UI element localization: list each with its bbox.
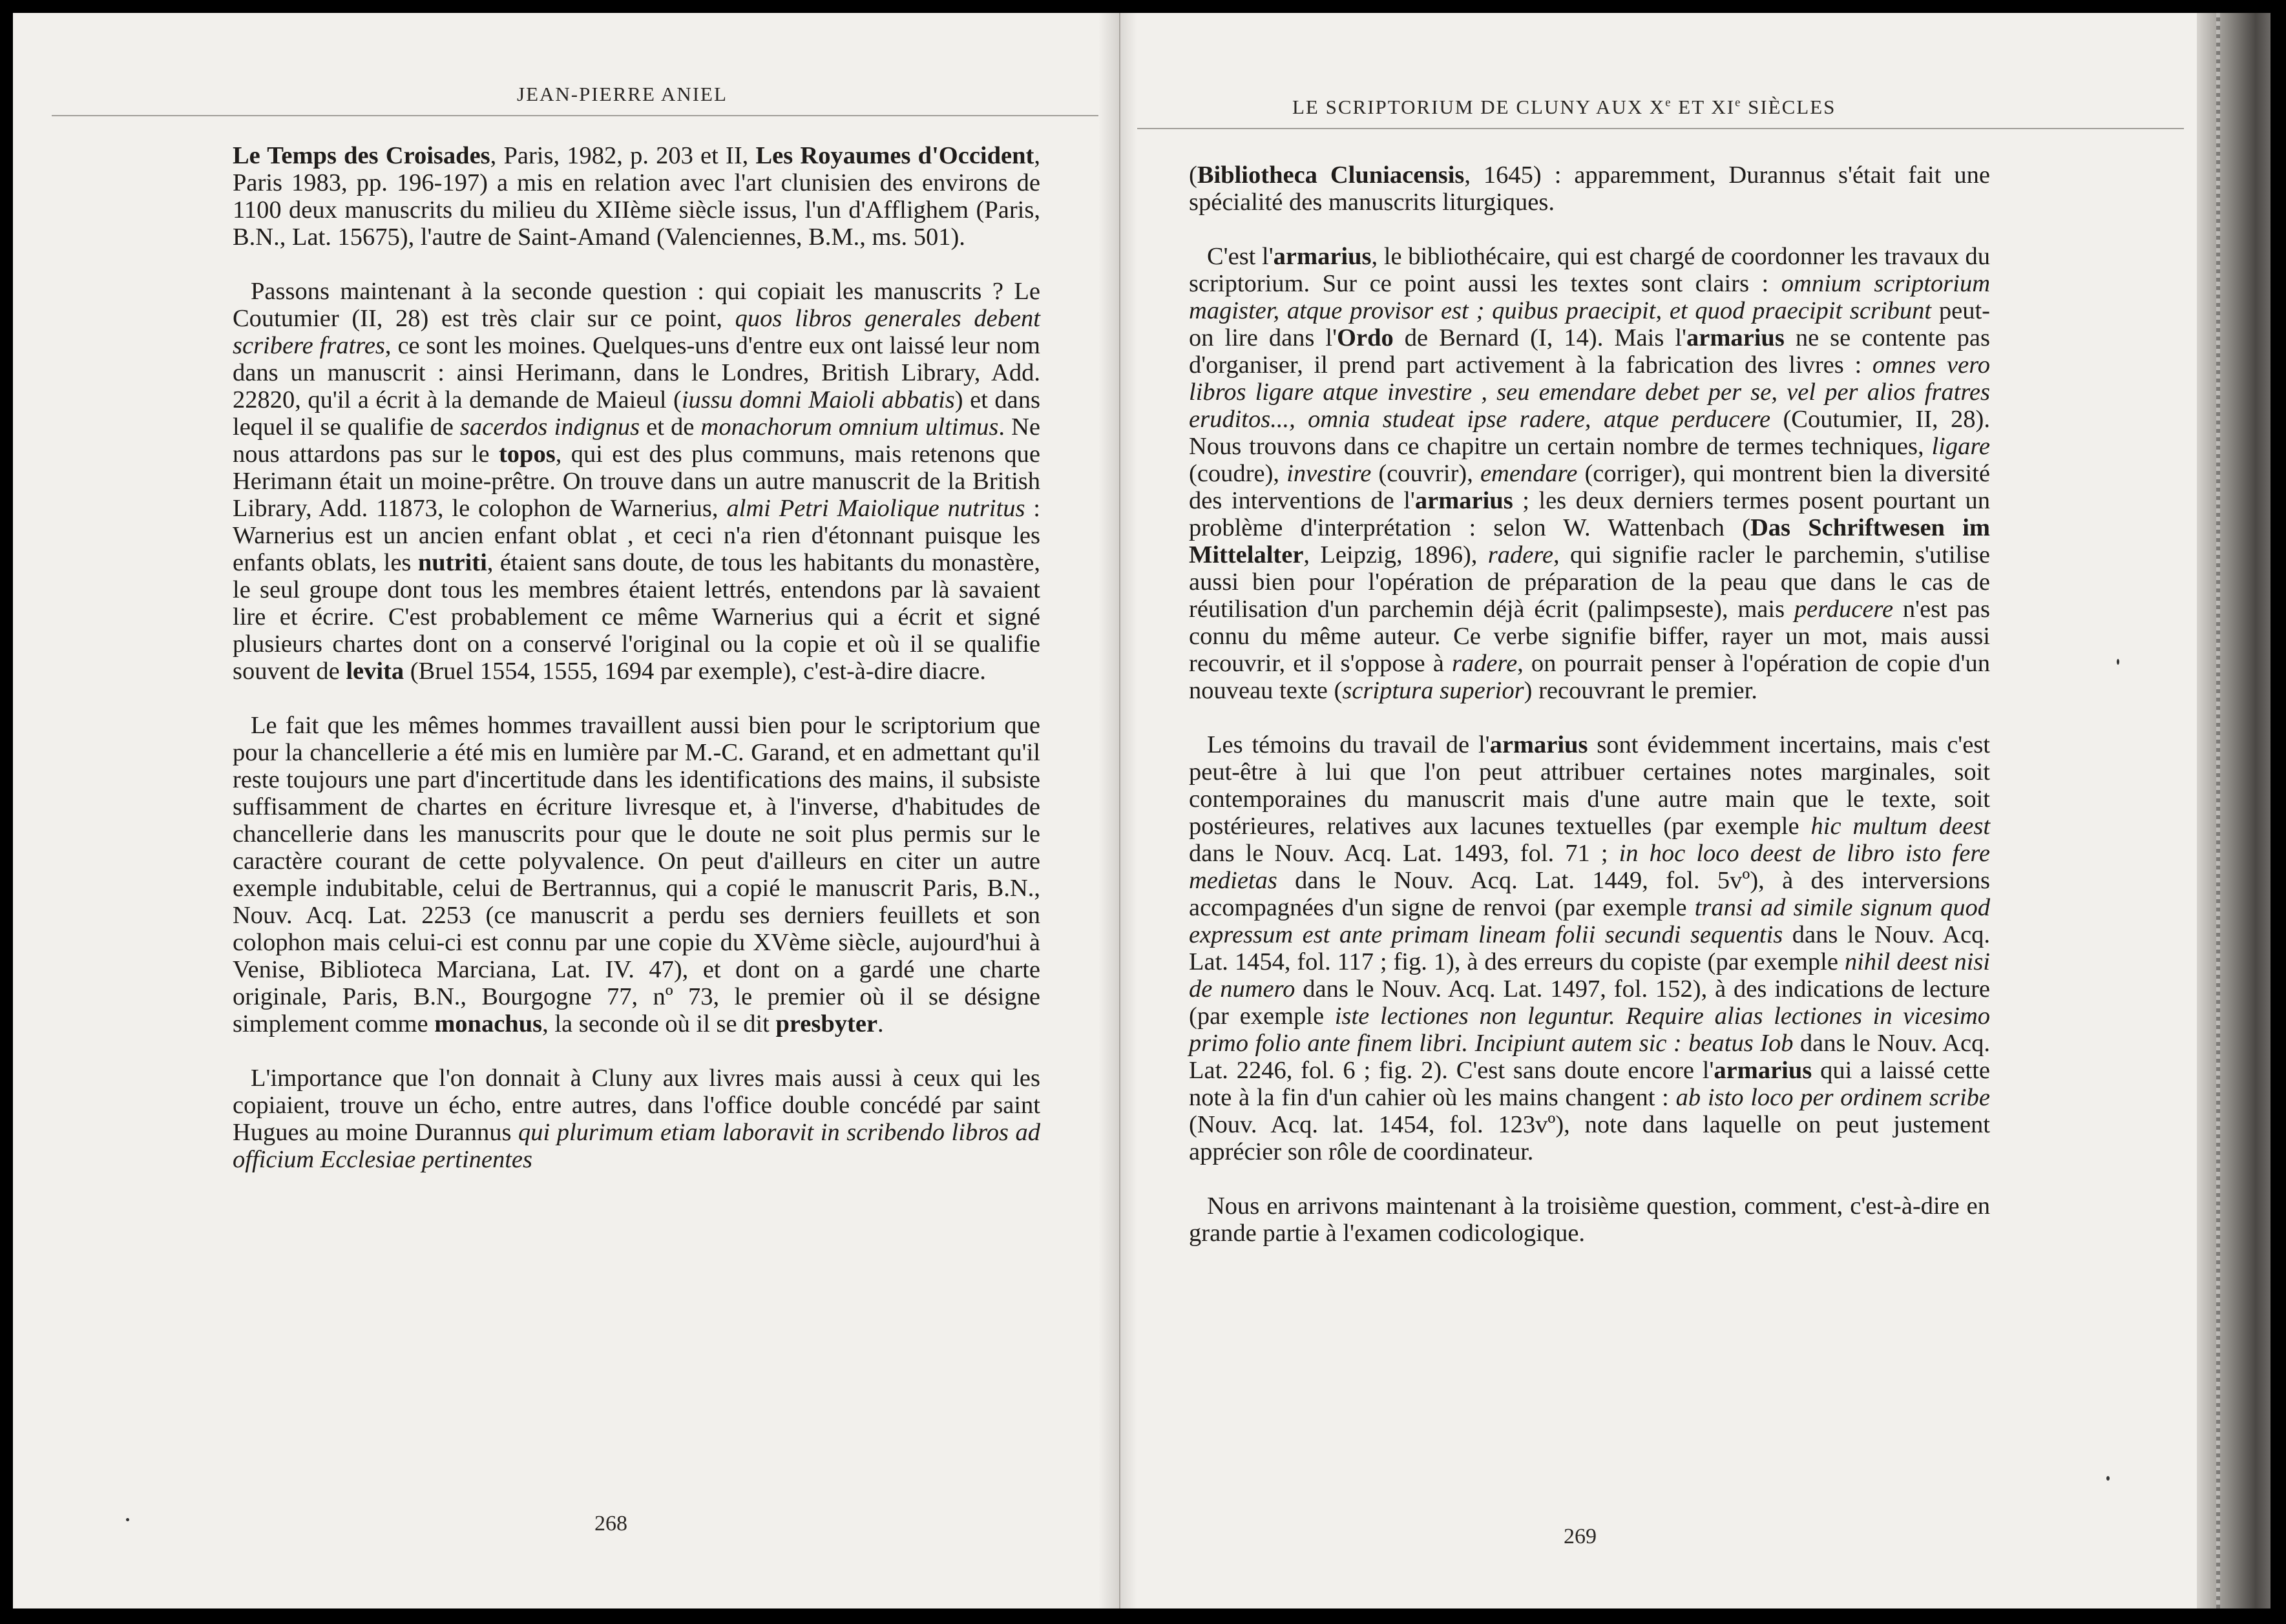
text-run: , le bibliothécaire, qui est chargé de coordonner les travaux du scriptorium. Sur ce point aussi les textes sont clairs : [1189, 243, 1990, 297]
running-head-part: SIÈCLES [1741, 96, 1836, 118]
text-run: ne se contente pas d'organiser, il prend part activement à la fabrication des livres : [1189, 324, 1990, 379]
left-paragraph-1 [233, 142, 1040, 251]
text-run: ( [1189, 161, 1197, 189]
latin-term: scriptura superior [1342, 677, 1524, 704]
text-run: , Leipzig, 1896), [1303, 541, 1488, 568]
left-page-number: 268 [594, 1512, 627, 1536]
text-run: de Bernard (I, 14). Mais l' [1393, 324, 1686, 351]
text-run: Passons maintenant à la seconde question : qui copiait les manuscrits ? Le Coutumier (II, 28) est très clair sur ce point, [233, 278, 1040, 332]
latin-term: radere [1451, 650, 1518, 677]
text-run: C'est l' [1207, 243, 1274, 270]
scan-speck [2117, 659, 2119, 665]
latin-quote: quos libros generales debent scribere fratres [233, 305, 1040, 359]
left-head-rule [52, 115, 1098, 116]
text-run: , qui est des plus communs, mais retenons que Herimann était un moine-prêtre. On trouve dans un autre manuscrit de la British Library, Add. 11873, le colophon de Warnerius, [233, 441, 1041, 522]
text-run: (Nouv. Acq. lat. 1454, fol. 123vº), note dans laquelle on peut justement apprécier son rôle de coordinateur. [1189, 1111, 1990, 1165]
text-run: et de [640, 413, 701, 441]
book-title: Das Schriftwesen im Mittelalter [1189, 514, 1990, 568]
text-run: ) recouvrant le premier. [1524, 677, 1757, 704]
text-run: Nous en arrivons maintenant à la troisième question, comment, c'est-à-dire en grande partie à l'examen codicologique. [1189, 1192, 1990, 1247]
left-page [13, 13, 1111, 1608]
text-run: L'importance que l'on donnait à Cluny aux livres mais aussi à ceux qui les copiaient, trouve un écho, entre autres, dans l'office double concédé par saint Hugues au moine Durannus [233, 1065, 1040, 1146]
left-paragraph-3 [233, 712, 1040, 1037]
right-paragraph-2 [1189, 243, 1990, 704]
text-run: dans le Nouv. Acq. Lat. 1497, fol. 152), à des indications de lecture (par exemple [1189, 975, 1990, 1030]
book-title: Le Temps des Croisades [233, 142, 490, 169]
text-run: , 1645) : apparemment, Durannus s'était fait une spécialité des manuscrits liturgiques. [1189, 161, 1990, 216]
text-run: : Warnerius est un ancien enfant oblat , et ceci n'a rien d'étonnant puisque les enfants oblats, les [233, 495, 1040, 576]
latin-term: ligare [1931, 433, 1990, 460]
text-run: , la seconde où il se dit [542, 1010, 776, 1037]
latin-quote: nihil deest nisi de numero [1189, 948, 1990, 1003]
bold-term: armarius [1273, 243, 1372, 270]
book-title: Bibliotheca Cluniacensis [1197, 161, 1465, 189]
superscript: e [1665, 96, 1672, 110]
text-run: sont évidemment incertains, mais c'est peut-être à lui que l'on peut attribuer certaines notes marginales, soit contemporaines du manuscrit mais d'une autre main que le texte, soit postérieures, relatives aux lacunes textuelles (par exemple [1189, 731, 1990, 840]
left-page-text [233, 142, 1040, 1200]
right-page-text [1189, 161, 1990, 1274]
latin-quote: in hoc loco deest de libro isto fere medietas [1189, 840, 1990, 894]
latin-quote: omnes vero libros ligare atque investire , seu emendare debet per se, vel per alios fratres eruditos..., omnia studeat ipse radere, atque perducere [1189, 351, 1990, 433]
bold-term: monachus [434, 1010, 543, 1037]
text-run: (couvrir), [1371, 460, 1480, 487]
latin-quote: monachorum omnium ultimus [700, 413, 999, 441]
right-page [1137, 13, 2197, 1608]
scan-frame [13, 13, 2270, 1608]
text-run: (coudre), [1189, 460, 1287, 487]
scanner-edge-shadow [2197, 13, 2270, 1608]
bold-term: Ordo [1337, 324, 1394, 351]
bold-term: armarius [1489, 731, 1588, 758]
latin-quote: transi ad simile signum quod expressum est ante primam lineam folii secundi sequentis [1189, 894, 1990, 948]
text-run: dans le Nouv. Acq. Lat. 1454, fol. 117 ; fig. 1), à des erreurs du copiste (par exemple [1189, 921, 1990, 975]
scan-speck [2106, 1476, 2110, 1481]
latin-term: perducere [1794, 596, 1894, 623]
text-run: , Paris, 1982, p. 203 et II, [490, 142, 756, 169]
bold-term: armarius [1686, 324, 1785, 351]
bold-term: presbyter [775, 1010, 878, 1037]
text-run: , étaient sans doute, de tous les habitants du monastère, le seul groupe dont tous les membres étaient lettrés, entendons par là savaient lire et écrire. C'est probablement ce même Warnerius qui a écrit et signé plusieurs chartes dont on a conservé l'original ou la copie et où il se qualifie souvent de [233, 549, 1040, 685]
latin-quote: ab isto loco per ordinem scribe [1675, 1084, 1990, 1111]
right-running-head [1292, 96, 1836, 119]
text-run: Les témoins du travail de l' [1207, 731, 1490, 758]
superscript: e [1735, 96, 1742, 110]
left-running-head: JEAN-PIERRE ANIEL [517, 83, 728, 105]
text-run: dans le Nouv. Acq. Lat. 2246, fol. 6 ; fig. 2). C'est sans doute encore l' [1189, 1030, 1990, 1084]
text-run: (corriger), qui montrent bien la diversité des interventions de l' [1189, 460, 1990, 514]
left-paragraph-2 [233, 278, 1040, 685]
text-run: ; les deux derniers termes posent pourtant un problème d'interprétation : selon W. Wattenbach ( [1189, 487, 1990, 541]
scan-speck [126, 1518, 129, 1521]
latin-quote: hic multum deest [1810, 813, 1991, 840]
bold-term: levita [346, 658, 404, 685]
latin-term: emendare [1480, 460, 1578, 487]
text-run: . Ne nous attardons pas sur le [233, 413, 1040, 468]
latin-quote: qui plurimum etiam laboravit in scribendo libros ad officium Ecclesiae pertinentes [233, 1119, 1041, 1173]
right-paragraph-3 [1189, 731, 1990, 1165]
text-run: peut-on lire dans l' [1189, 297, 1990, 351]
text-run: n'est pas connu du même auteur. Ce verbe signifie biffer, rayer un mot, mais aussi recouvrir, et il s'oppose à [1189, 596, 1990, 677]
left-paragraph-4 [233, 1065, 1040, 1173]
latin-quote: iussu domni Maioli abbatis [681, 386, 955, 413]
text-run: qui a laissé cette note à la fin d'un cahier où les mains changent : [1189, 1057, 1990, 1111]
text-run: , ce sont les moines. Quelques-uns d'entre eux ont laissé leur nom dans un manuscrit : ainsi Herimann, dans le Londres, British Library, Add. 22820, qu'il a écrit à la demande de Maieul ( [233, 332, 1040, 413]
latin-term: investire [1286, 460, 1372, 487]
right-paragraph-4 [1189, 1192, 1990, 1247]
running-head-part: ET XI [1672, 96, 1735, 118]
text-run: Le fait que les mêmes hommes travaillent aussi bien pour le scriptorium que pour la chancellerie a été mis en lumière par M.-C. Garand, et en admettant qu'il reste toujours une part d'incertitude dans les identifications des mains, il subsiste suffisamment de chartes en écriture livresque et, à l'inverse, d'habitudes de chancellerie dans les manuscrits pour que le doute ne soit plus permis sur le caractère courant de cette polyvalence. On peut d'ailleurs en citer un autre exemple indubitable, celui de Bertrannus, qui a copié le manuscrit Paris, B.N., Nouv. Acq. Lat. 2253 (ce manuscrit a perdu ses derniers feuillets et son colophon mais celui-ci est connu par une copie du XVème siècle, aujourd'hui à Venise, Biblioteca Marciana, Lat. IV. 47), et dont on a gardé une charte originale, Paris, B.N., Bourgogne 77, nº 73, le premier où il se désigne simplement comme [233, 712, 1040, 1037]
text-run: , qui signifie racler le parchemin, s'utilise aussi bien pour l'opération de préparation de la peau que dans le cas de réutilisation d'un parchemin déjà écrit (palimpseste), mais [1189, 541, 1990, 623]
book-title: Les Royaumes d'Occident [755, 142, 1034, 169]
running-head-part: LE SCRIPTORIUM DE CLUNY AUX X [1292, 96, 1666, 118]
latin-quote: omnium scriptorium magister, atque provisor est ; quibus praecipit, et quod praecipit scribunt [1189, 270, 1990, 324]
bold-term: armarius [1714, 1057, 1812, 1084]
bold-term: nutriti [417, 549, 487, 576]
bold-term: topos [498, 441, 556, 468]
latin-quote: sacerdos indignus [459, 413, 640, 441]
text-run: , Paris 1983, pp. 196-197) a mis en relation avec l'art clunisien des environs de 1100 deux manuscrits du milieu du XIIème siècle issus, l'un d'Afflighem (Paris, B.N., Lat. 15675), l'autre de Saint-Amand (Valenciennes, B.M., ms. 501). [233, 142, 1040, 251]
text-run: (Coutumier, II, 28). Nous trouvons dans ce chapitre un certain nombre de termes techniques, [1189, 406, 1991, 460]
latin-quote: iste lectiones non leguntur. Require alias lectiones in vicesimo primo folio ante finem libri. Incipiunt autem sic : beatus Iob [1189, 1003, 1990, 1057]
right-head-rule [1137, 128, 2184, 129]
text-run: dans le Nouv. Acq. Lat. 1493, fol. 71 ; [1189, 840, 1619, 867]
right-page-number: 269 [1564, 1525, 1597, 1548]
right-paragraph-1 [1189, 161, 1990, 216]
text-run: , on pourrait penser à l'opération de copie d'un nouveau texte ( [1189, 650, 1990, 704]
gutter-fold-line [1119, 13, 1120, 1608]
text-run: ) et dans lequel il se qualifie de [233, 386, 1040, 441]
bold-term: armarius [1414, 487, 1513, 514]
latin-quote: almi Petri Maiolique nutritus [726, 495, 1025, 522]
latin-term: radere [1487, 541, 1553, 568]
text-run: . [877, 1010, 884, 1037]
text-run: dans le Nouv. Acq. Lat. 1449, fol. 5vº), à des interversions accompagnées d'un signe de renvoi (par exemple [1189, 867, 1990, 921]
text-run: (Bruel 1554, 1555, 1694 par exemple), c'est-à-dire diacre. [404, 658, 986, 685]
